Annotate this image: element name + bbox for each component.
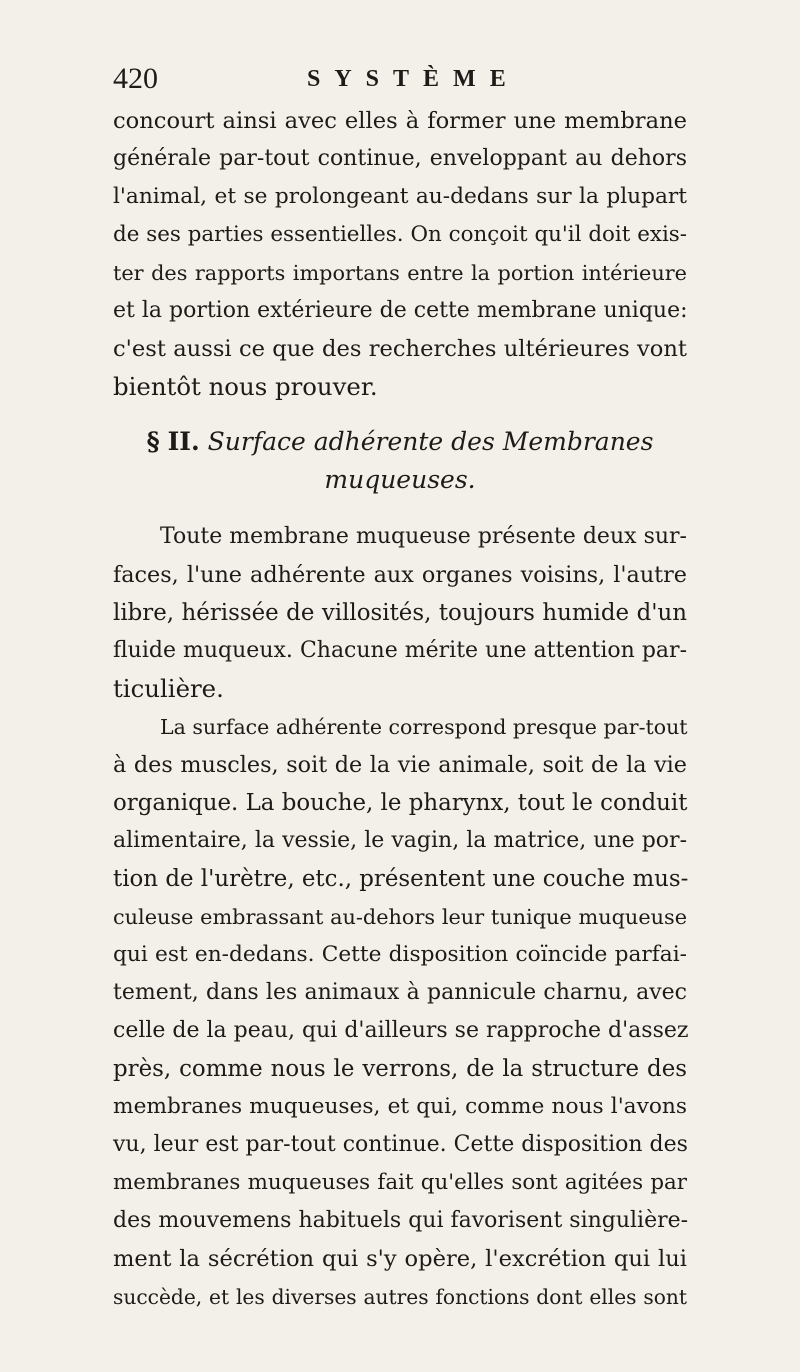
text-line: membranes muqueuses, et qui, comme nous l'avons [113,1094,687,1119]
page-header [113,62,673,96]
text-line: La surface adhérente correspond presque par-tout [160,715,688,739]
text-line: qui est en-dedans. Cette disposition coïncide parfai- [113,942,687,967]
section-symbol: § [146,427,160,456]
text-line: tement, dans les animaux à pannicule charnu, avec [113,980,687,1005]
text-line: bientôt nous prouver. [113,372,378,401]
text-line: celle de la peau, qui d'ailleurs se rapproche d'assez [113,1018,689,1043]
text-line: Toute membrane muqueuse présente deux sur- [160,524,687,549]
text-line: alimentaire, la vessie, le vagin, la matrice, une por- [113,828,687,853]
text-line: membranes muqueuses fait qu'elles sont agitées par [113,1170,687,1195]
text-line: et la portion extérieure de cette membrane unique: [113,298,688,323]
text-line: succède, et les diverses autres fonctions dont elles sont [113,1285,687,1309]
text-line: libre, hérissée de villosités, toujours humide d'un [113,600,687,626]
text-line: des mouvemens habituels qui favorisent singulière- [113,1208,689,1233]
text-line: organique. La bouche, le pharynx, tout le conduit [113,790,688,816]
section-number: II. [167,427,200,456]
text-line: de ses parties essentielles. On conçoit qu'il doit exis- [113,222,687,247]
running-head: SYSTÈME [307,66,520,92]
text-line: vu, leur est par-tout continue. Cette disposition des [113,1132,688,1157]
text-line: c'est aussi ce que des recherches ultérieures vont [113,336,687,362]
text-line: près, comme nous le verrons, de la structure des [113,1056,687,1082]
text-line: concourt ainsi avec elles à former une membrane [113,108,687,134]
text-line: l'animal, et se prolongeant au-dedans sur la plupart [113,184,687,209]
section-heading-continued [113,461,687,499]
text-line: culeuse embrassant au-dehors leur tunique muqueuse [113,905,687,929]
text-line: faces, l'une adhérente aux organes voisins, l'autre [113,562,687,588]
section-heading [113,423,687,461]
text-line: à des muscles, soit de la vie animale, soit de la vie [113,752,687,778]
text-line: ter des rapports importans entre la portion intérieure [113,261,687,285]
text-line: fluide muqueux. Chacune mérite une attention par- [113,638,687,663]
text-line: générale par-tout continue, enveloppant au dehors [113,146,687,171]
text-line: ment la sécrétion qui s'y opère, l'excrétion qui lui [113,1246,687,1272]
section-title: Surface adhérente des Membranes [207,427,654,456]
text-line: ticulière. [113,674,224,703]
section-title-continued: muqueuses. [324,465,476,494]
page-number: 420 [113,62,158,95]
text-line: tion de l'urètre, etc., présentent une couche mus- [113,866,689,892]
